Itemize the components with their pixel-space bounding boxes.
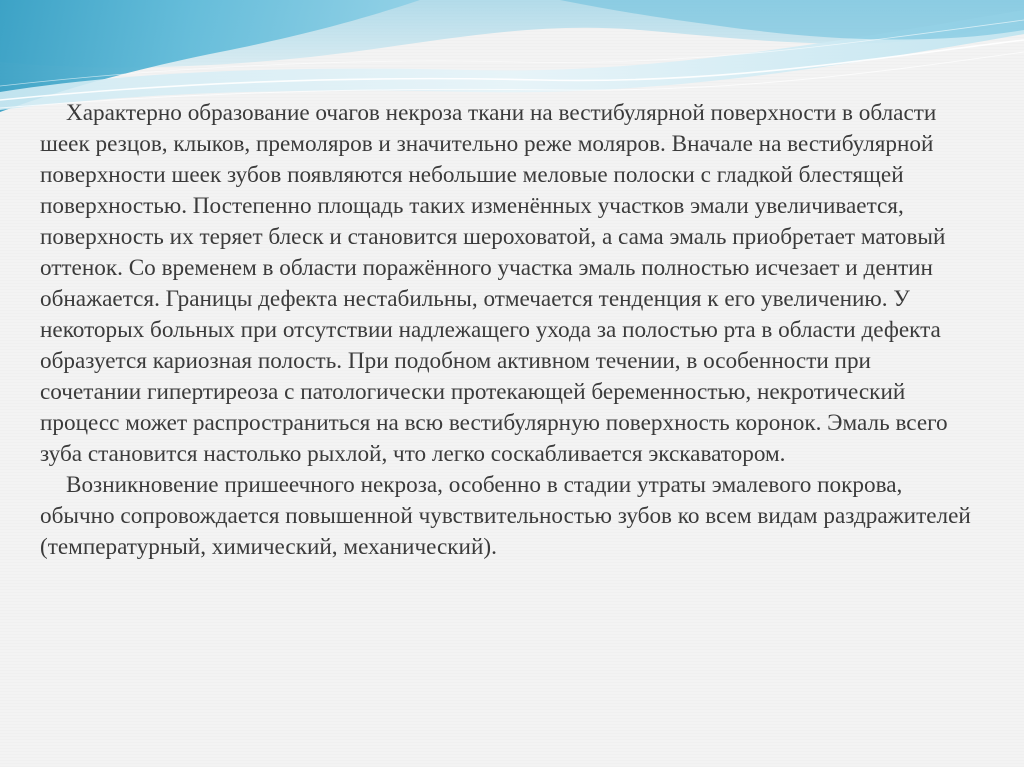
text-content [40, 98, 975, 563]
paragraph-2: Возникновение пришеечного некроза, особенно в стадии утраты эмалевого покрова, обычно сопровождается повышенной чувствительностью зубов ко всем видам раздражителей (температурный, химический, механический). [40, 472, 971, 560]
paragraph-1: Характерно образование очагов некроза ткани на вестибулярной поверхности в области шеек резцов, клыков, премоляров и значительно реже моляров. Вначале на вестибулярной поверхности шеек зубов появляются небольшие меловые полоски с гладкой блестящей поверхностью. Постепенно площадь таких изменённых участков эмали увеличивается, поверхность их теряет блеск и становится шероховатой, а сама эмаль приобретает матовый оттенок. Со временем в области поражённого участка эмаль полностью исчезает и дентин обнажается. Границы дефекта нестабильны, отмечается тенденция к его увеличению. У некоторых больных при отсутствии надлежащего ухода за полостью рта в области дефекта образуется кариозная полость. При подобном активном течении, в особенности при сочетании гипертиреоза с патологически протекающей беременностью, некротический процесс может распространиться на всю вестибулярную поверхность коронок. Эмаль всего зуба становится настолько рыхлой, что легко соскабливается экскаватором. [40, 100, 948, 467]
